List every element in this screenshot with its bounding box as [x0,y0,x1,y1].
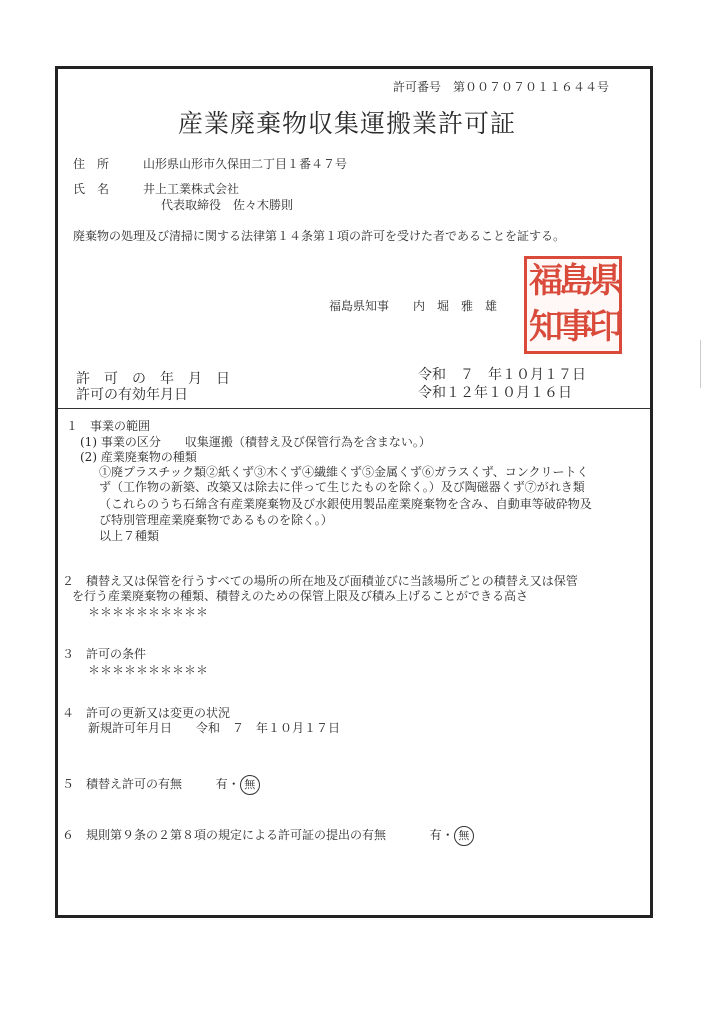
waste-types-line2: ず（工作物の新築、改築又は除去に伴って生じたものを除く。）及び陶磁器くず⑦がれき類 [99,480,585,494]
waste-types-line4: び特別管理産業廃棄物であるものを除く。） [99,513,333,527]
waste-types-count: 以上７種類 [99,529,160,543]
seal-char: 事 [559,307,593,347]
company-name: 井上工業株式会社 [143,182,240,196]
section1-item1: (1) 事業の区分 収集運搬（積替え及び保管行為を含まない。） [80,435,431,449]
seal-char: 島 [559,261,593,301]
section6 [62,826,474,846]
address-value: 山形県山形市久保田二丁目１番４７号 [143,157,348,171]
governor-name: 福島県知事 内 堀 雅 雄 [329,299,498,313]
section6-no-circled: 無 [454,826,474,846]
section5-label: ５ 積替え許可の有無 [62,777,183,791]
section5-separator: ・ [227,777,240,791]
section2-line1: ２ 積替え又は保管を行うすべての場所の所在地及び面積並びに当該場所ごとの積替え又は保管 [62,574,578,588]
section2-line2: を行う産業廃棄物の種類、積替えのための保管上限及び積み上げることができる高さ [72,589,529,603]
seal-char: 県 [589,261,623,301]
seal-char: 印 [589,307,623,347]
section6-yes: 有 [429,828,442,842]
section6-label: ６ 規則第９条の２第８項の規定による許可証の提出の有無 [62,828,387,842]
representative-name: 代表取締役 佐々木勝則 [161,198,294,212]
name-label: 氏 名 [73,182,110,196]
seal-char: 知 [529,307,563,347]
section3-value: ＊＊＊＊＊＊＊＊＊＊ [88,663,209,677]
section1-item2: (2) 産業廃棄物の種類 [80,450,197,464]
section3-heading: ３ 許可の条件 [62,647,147,661]
document-title: 産業廃棄物収集運搬業許可証 [178,109,517,138]
scan-edge-mark [700,340,701,388]
permit-date-label: 許 可 の 年 月 日 [76,371,230,387]
section5 [62,775,260,795]
section2-value: ＊＊＊＊＊＊＊＊＊＊ [88,605,209,619]
waste-types-line1: ①廃プラスチック類②紙くず③木くず④繊維くず⑤金属くず⑥ガラスくず、コンクリートく [99,465,589,479]
section1-heading: １ 事業の範囲 [66,419,151,433]
waste-types-line3: （これらのうち石綿含有産業廃棄物及び水銀使用製品産業廃棄物を含み、自動車等破砕物及 [99,497,592,511]
official-seal [524,256,622,354]
permit-date-value: 令和 ７ 年１０月１７日 [418,367,586,383]
section5-no-circled: 無 [240,775,260,795]
seal-char: 福 [529,261,563,301]
section4-heading: ４ 許可の更新又は変更の状況 [62,706,231,720]
section4-value: 新規許可年月日 令和 ７ 年１０月１７日 [88,721,341,735]
section6-separator: ・ [441,828,454,842]
address-label: 住 所 [73,157,110,171]
valid-date-value: 令和１２年１０月１６日 [418,385,572,401]
section-divider [58,408,650,409]
certification-text: 廃棄物の処理及び清掃に関する法律第１４条第１項の許可を受けた者であることを証する。 [73,229,566,243]
valid-date-label: 許可の有効年月日 [76,387,188,403]
permit-number: 許可番号 第００７０７０１１６４４号 [393,80,610,94]
section5-yes: 有 [215,777,228,791]
